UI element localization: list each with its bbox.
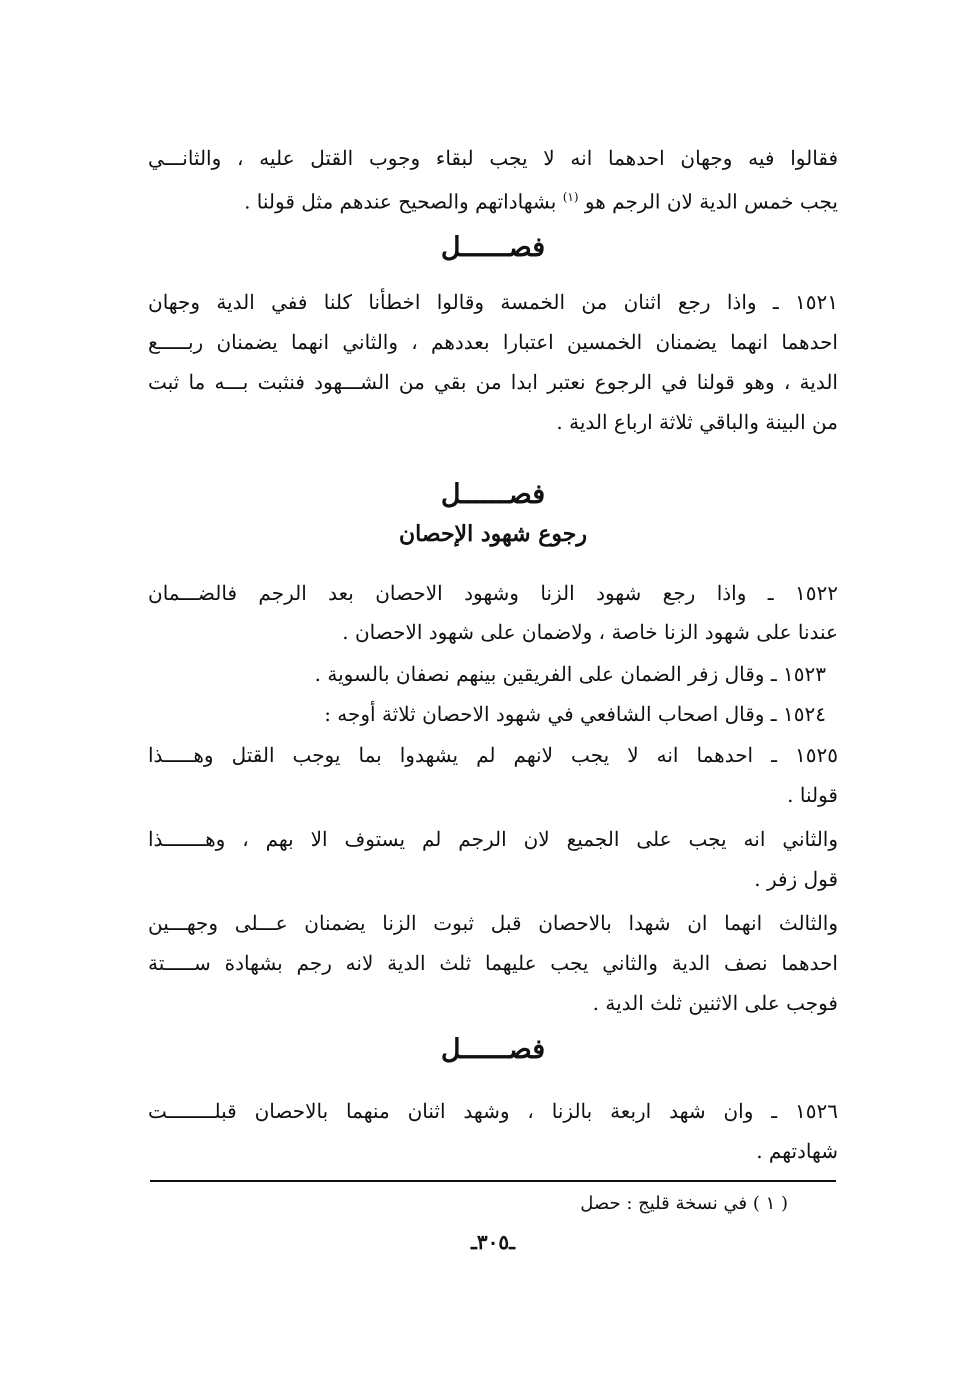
paragraph-second-line-1: والثاني انه يجب على الجميع لان الرجم لم يستوف الا بهم ، وهـــــــذا — [148, 827, 838, 851]
paragraph-1525-line-2: قولنا . — [787, 783, 838, 807]
footnote: ( ١ ) في نسخة قليج : حصل — [580, 1193, 788, 1214]
section-heading-3: فصــــــل — [440, 1034, 546, 1065]
paragraph-1526-line-1: ١٥٢٦ ـ وان شهد اربعة بالزنا ، وشهد اثنان منهما بالاحصان قبلــــــــت — [148, 1099, 838, 1123]
paragraph-1523: ١٥٢٣ ـ وقال زفر الضمان على الفريقين بينهم نصفان بالسوية . — [314, 662, 826, 686]
section-heading-2: فصــــــل — [440, 479, 546, 510]
paragraph-1524: ١٥٢٤ ـ وقال اصحاب الشافعي في شهود الاحصان ثلاثة أوجه : — [324, 702, 826, 726]
footnote-divider — [150, 1180, 836, 1182]
paragraph-1522-line-2: عندنا على شهود الزنا خاصة ، ولاضمان على شهود الاحصان . — [342, 620, 838, 644]
paragraph-third-line-1: والثالث انهما ان شهدا بالاحصان قبل ثبوت الزنا يضمنان عـــلى وجهـــين — [148, 911, 838, 935]
paragraph-1522-line-1: ١٥٢٢ ـ واذا رجع شهود الزنا وشهود الاحصان بعد الرجم فالضـــمان — [148, 581, 838, 605]
paragraph-1521-line-4: من البينة والباقي ثلاثة ارباع الدية . — [556, 410, 838, 434]
intro-line-2-after: بشهاداتهم والصحيح عندهم مثل قولنا . — [244, 189, 557, 214]
intro-line-2-before: يجب خمس الدية لان الرجم هو — [584, 189, 838, 214]
paragraph-third-line-2: احدهما نصف الدية والثاني يجب عليهما ثلث الدية لانه رجم بشهادة ســـــتة — [148, 951, 838, 975]
section-heading-1: فصــــــل — [440, 232, 546, 263]
intro-line-2 — [148, 182, 838, 217]
paragraph-third-line-3: فوجب على الاثنين ثلث الدية . — [592, 991, 838, 1015]
paragraph-1521-line-3: الدية ، وهو قولنا في الرجوع نعتبر ابدا من بقي من الشـــهود فنثبت بـــه ما ثبت — [148, 370, 838, 394]
paragraph-second-line-2: قول زفر . — [754, 867, 838, 891]
paragraph-1521-line-2: احدهما انهما يضمنان الخمسين اعتبارا بعددهم ، والثاني انهما يضمنان ربـــــع — [148, 330, 838, 354]
page-number: ـ٣٠٥ـ — [471, 1230, 515, 1254]
paragraph-1526-line-2: شهادتهم . — [756, 1139, 838, 1163]
intro-line-1: فقالوا فيه وجهان احدهما انه لا يجب لبقاء وجوب القتل عليه ، والثانـــي — [148, 146, 838, 170]
section-subheading-2: رجوع شهود الإحصان — [399, 521, 587, 547]
footnote-reference: (١) — [562, 190, 579, 204]
paragraph-1525-line-1: ١٥٢٥ ـ احدهما انه لا يجب لانهم لم يشهدوا بما يوجب القتل وهـــــذا — [148, 743, 838, 767]
paragraph-1521-line-1: ١٥٢١ ـ واذا رجع اثنان من الخمسة وقالوا اخطأنا كلنا ففي الدية وجهان — [148, 290, 838, 314]
